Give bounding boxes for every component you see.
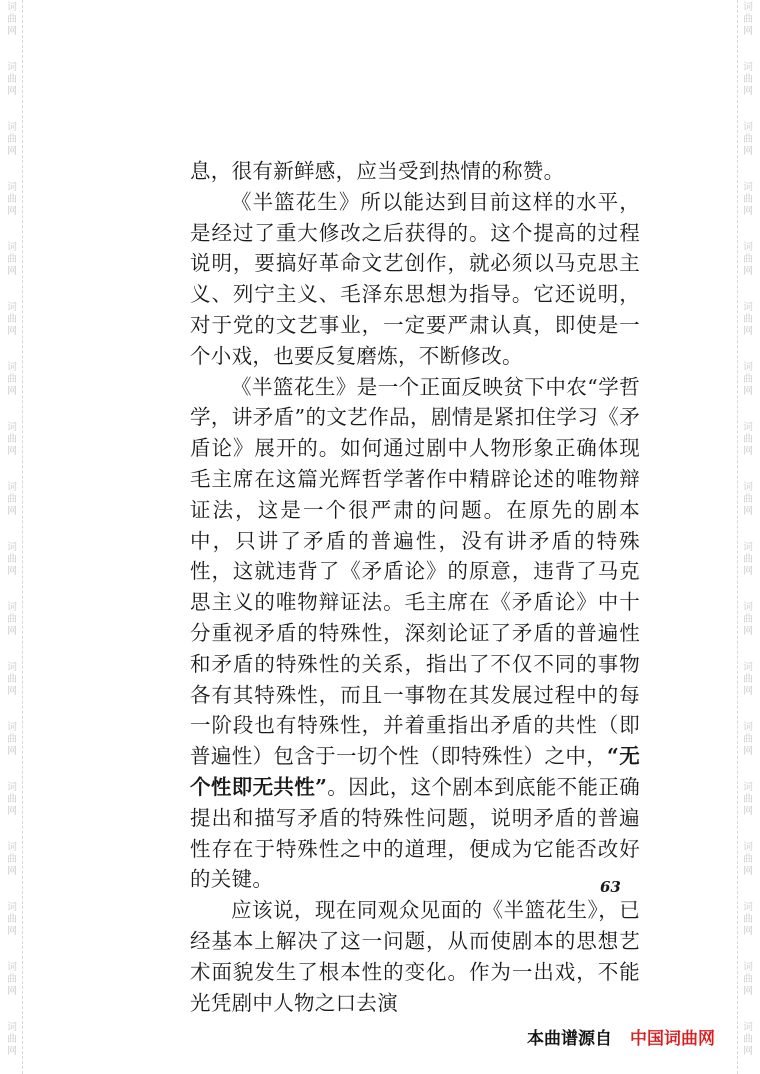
watermark-mark: 词 曲 网 <box>7 602 17 637</box>
watermark-mark: 词 曲 网 <box>7 422 17 457</box>
paragraph-2 <box>190 187 640 372</box>
watermark-mark: 词 曲 网 <box>743 662 753 697</box>
right-watermark-column <box>737 0 758 1074</box>
watermark-mark: 词 曲 网 <box>743 962 753 997</box>
watermark-mark: 词 曲 网 <box>7 302 17 337</box>
text-line: 作中精辟论述的唯物辩证法，这是一个很严肃的问题。 <box>190 466 640 522</box>
watermark-mark: 词 曲 网 <box>7 722 17 757</box>
watermark-mark: 词 曲 网 <box>743 722 753 757</box>
site-name[interactable]: 中国词曲网 <box>630 1029 715 1049</box>
watermark-mark: 词 曲 网 <box>743 422 753 457</box>
text-line: 展过程中的每一阶段也有特殊性，并着重指出矛盾的共 <box>190 682 640 738</box>
text-line: 息，很有新鲜感，应当受到热情的称赞。 <box>190 159 565 183</box>
paragraph-1 <box>190 156 640 187</box>
watermark-mark: 词 曲 网 <box>7 1022 17 1057</box>
watermark-mark: 词 曲 网 <box>743 2 753 37</box>
text-line: 盾”的文艺作品，剧情是紧扣住学习《矛盾论》展开的。如 <box>190 405 640 461</box>
watermark-mark: 词 曲 网 <box>7 242 17 277</box>
text-line: 解决了这一问题，从而使剧本的思想艺术面貌发生了根 <box>190 928 640 984</box>
watermark-mark: 词 曲 网 <box>743 62 753 97</box>
watermark-mark: 词 曲 网 <box>7 962 17 997</box>
watermark-mark: 词 曲 网 <box>743 602 753 637</box>
watermark-mark: 词 曲 网 <box>7 182 17 217</box>
watermark-mark: 词 曲 网 <box>7 842 17 877</box>
watermark-mark: 词 曲 网 <box>743 542 753 577</box>
watermark-mark: 词 曲 网 <box>7 362 17 397</box>
article-body <box>190 156 640 1018</box>
text-line-rest: 。因此，这个剧本到底能不能正确提出和描写 <box>190 774 640 830</box>
watermark-mark: 词 曲 网 <box>7 782 17 817</box>
watermark-mark: 词 曲 网 <box>7 542 17 577</box>
watermark-mark: 词 曲 网 <box>743 1022 753 1057</box>
paragraph-3 <box>190 372 640 896</box>
watermark-mark: 词 曲 网 <box>743 782 753 817</box>
watermark-mark: 词 曲 网 <box>7 122 17 157</box>
page-number: 63 <box>600 878 621 896</box>
watermark-mark: 词 曲 网 <box>7 482 17 517</box>
watermark-mark: 词 曲 网 <box>743 122 753 157</box>
watermark-mark: 词 曲 网 <box>7 62 17 97</box>
text-line: 本性的变化。作为一出戏，不能光凭剧中人物之口去演 <box>190 959 640 1015</box>
watermark-mark: 词 曲 网 <box>7 902 17 937</box>
watermark-mark: 词 曲 网 <box>743 182 753 217</box>
text-line: 出了不仅不同的事物各有其特殊性，而且一事物在其发 <box>190 651 640 707</box>
text-line: 在原先的剧本中，只讲了矛盾的普遍性，没有讲矛盾的特 <box>190 497 640 553</box>
watermark-mark: 词 曲 网 <box>743 242 753 277</box>
text-line: 何通过剧中人物形象正确体现毛主席在这篇光辉哲学著 <box>190 436 640 491</box>
bold-quote-end: 即无共性” <box>231 774 328 799</box>
watermark-mark: 词 曲 网 <box>7 2 17 37</box>
watermark-mark: 词 曲 网 <box>743 482 753 517</box>
bold-quote: “无个性 <box>190 744 640 799</box>
watermark-mark: 词 曲 网 <box>743 842 753 877</box>
paragraph-4 <box>190 895 640 1018</box>
text-line: 矛盾的特殊性问题，说明矛盾的普遍性存在于特殊性之 <box>190 805 640 861</box>
watermark-mark: 词 曲 网 <box>743 302 753 337</box>
text-line: 应该说，现在同观众见面的《半篮花生》，已经基本上 <box>190 898 640 953</box>
source-label: 本曲谱源自 <box>527 1029 612 1049</box>
text-line: 命文艺创作，就必须以马克思主义、列宁主义、毛泽东思 <box>190 251 640 307</box>
text-line: 中的道理，便成为它能否改好的关键。 <box>190 836 640 892</box>
text-line: 《半篮花生》所以能达到目前这样的水平，是经过了 <box>190 189 640 245</box>
watermark-mark: 词 曲 网 <box>7 662 17 697</box>
watermark-mark: 词 曲 网 <box>743 902 753 937</box>
watermark-mark: 词 曲 网 <box>743 362 753 397</box>
text-line: 重大修改之后获得的。这个提高的过程说明，要搞好革 <box>190 220 640 276</box>
text-line: 性，深刻论证了矛盾的普遍性和矛盾的特殊性的关系，指 <box>190 620 640 676</box>
text-line: 想为指导。它还说明，对于党的文艺事业，一定要严肃认 <box>190 282 640 337</box>
source-footer <box>527 1024 715 1049</box>
text-line: 殊性，这就违背了《矛盾论》的原意，违背了马克思主义的 <box>190 528 640 615</box>
text-line: 唯物辩证法。毛主席在《矛盾论》中十分重视矛盾的特殊 <box>190 590 640 645</box>
text-line: 《半篮花生》是一个正面反映贫下中农“学哲学，讲矛 <box>190 374 640 430</box>
text-line: 性（即普遍性）包含于一切个性（即特殊性）之中， <box>190 713 640 769</box>
left-watermark-column <box>2 0 23 1074</box>
text-line: 真，即使是一个小戏，也要反复磨炼，不断修改。 <box>190 312 640 368</box>
